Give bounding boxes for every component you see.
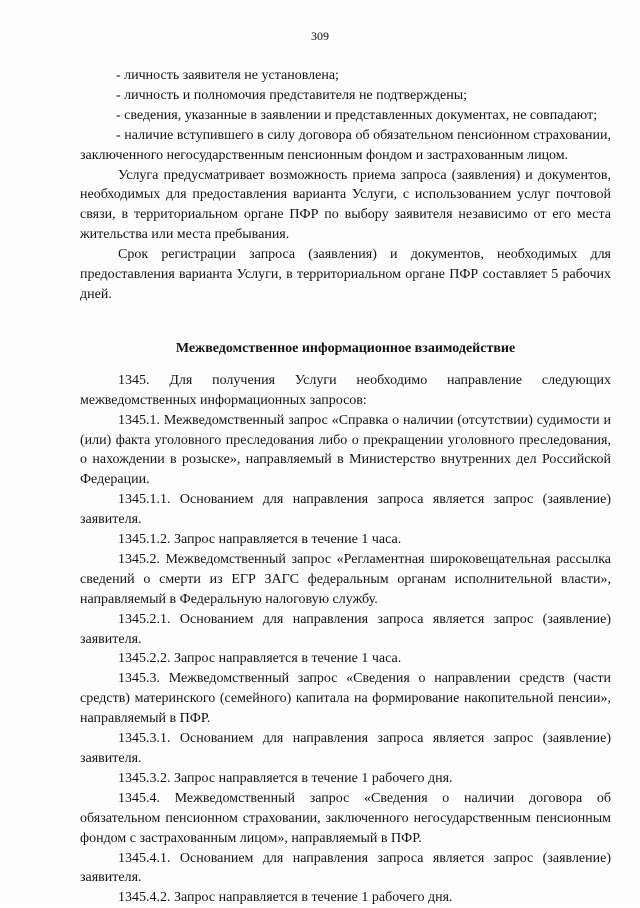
paragraph: - наличие вступившего в силу договора об обязательном пенсионном страховании, заключенного негосударственным пенсионным фондом и застрахованным лицом.	[80, 127, 611, 163]
paragraph: 1345.2.1. Основанием для направления запроса является запрос (заявление) заявителя.	[80, 611, 611, 647]
paragraph: 1345. Для получения Услуги необходимо направление следующих межведомственных информационных запросов:	[80, 372, 611, 408]
paragraph: 1345.3.1. Основанием для направления запроса является запрос (заявление) заявителя.	[80, 731, 611, 766]
paragraph: 1345.3.2. Запрос направляется в течение 1 рабочего дня.	[118, 770, 453, 786]
paragraph: 1345.1. Межведомственный запрос «Справка о наличии (отсутствии) судимости и (или) факта уголовного преследования либо о прекращении уголовного преследования, о нахождении в розыске», направляемый в Министерство внутренних дел Российской Федерации.	[80, 412, 611, 488]
page-number: 309	[311, 29, 329, 43]
paragraph: - сведения, указанные в заявлении и представленных документах, не совпадают;	[116, 107, 598, 123]
paragraph: 1345.4.2. Запрос направляется в течение 1 рабочего дня.	[118, 890, 453, 906]
section-heading: Межведомственное информационное взаимодействие	[175, 340, 516, 356]
paragraph: 1345.4. Межведомственный запрос «Сведения о наличии договора об обязательном пенсионном страховании, заключенного негосударственным пенсионным фондом с застрахованным лицом», направляемый в ПФР.	[80, 790, 611, 846]
paragraph: - личность заявителя не установлена;	[116, 68, 339, 83]
paragraph: 1345.4.1. Основанием для направления запроса является запрос (заявление) заявителя.	[80, 850, 611, 886]
paragraph: - личность и полномочия представителя не подтверждены;	[116, 87, 468, 103]
paragraph: Срок регистрации запроса (заявления) и документов, необходимых для предоставления варианта Услуги, в территориальном органе ПФР составляет 5 рабочих дней.	[80, 247, 611, 302]
document-body	[80, 66, 611, 908]
paragraph: 1345.1.1. Основанием для направления запроса является запрос (заявление) заявителя.	[80, 492, 611, 528]
paragraph: 1345.2.2. Запрос направляется в течение 1 часа.	[118, 651, 402, 667]
paragraph: 1345.3. Межведомственный запрос «Сведения о направлении средств (части средств) материнского (семейного) капитала на формирование накопительной пенсии», направляемый в ПФР.	[80, 671, 611, 727]
paragraph: 1345.2. Межведомственный запрос «Регламентная широковещательная рассылка сведений о смерти из ЕГР ЗАГС федеральным органам исполнительной власти», направляемый в Федеральную налоговую службу.	[80, 551, 611, 607]
paragraph: 1345.1.2. Запрос направляется в течение 1 часа.	[118, 532, 402, 548]
paragraph: Услуга предусматривает возможность приема запроса (заявления) и документов, необходимых для предоставления варианта Услуги, с использованием услуг почтовой связи, в территориальном органе ПФР по выбору заявителя независимо от его места жительства или места пребывания.	[80, 167, 611, 243]
